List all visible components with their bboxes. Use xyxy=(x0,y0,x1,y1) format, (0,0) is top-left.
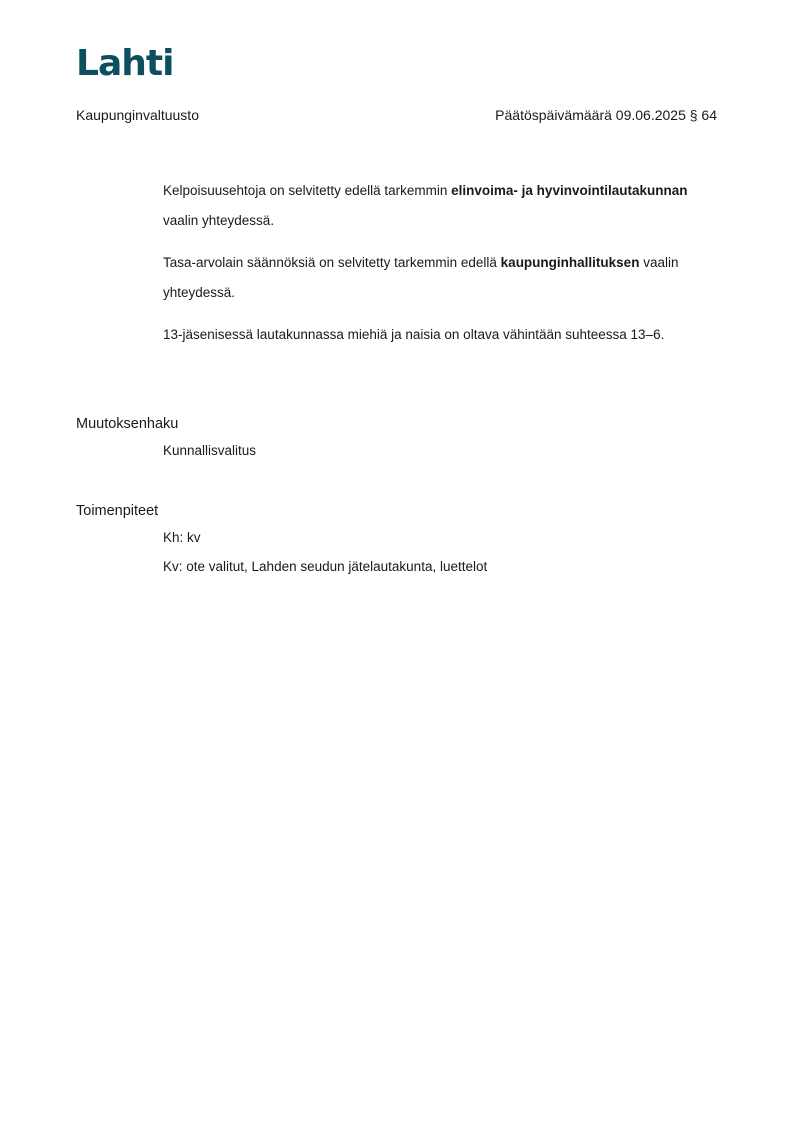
actions-heading: Toimenpiteet xyxy=(76,503,159,519)
action-line: Kh: kv xyxy=(163,530,201,545)
lahti-logo: Lahti xyxy=(76,43,174,84)
paragraph-text: Tasa-arvolain säännöksiä on selvitetty tarkemmin edellä xyxy=(163,255,501,270)
paragraph-eligibility xyxy=(163,176,723,236)
paragraph-bold-text: kaupunginhallituksen xyxy=(500,255,640,270)
paragraph-equality-law xyxy=(163,248,723,308)
paragraph-text: Kelpoisuusehtoja on selvitetty edellä tarkemmin xyxy=(163,183,452,198)
appeal-type: Kunnallisvalitus xyxy=(163,443,257,458)
paragraph-text: vaalin yhteydessä. xyxy=(163,255,679,300)
appeal-heading: Muutoksenhaku xyxy=(76,416,179,432)
action-line: Kv: ote valitut, Lahden seudun jätelautakunta, luettelot xyxy=(163,559,488,574)
decision-date-section: Päätöspäivämäärä 09.06.2025 § 64 xyxy=(495,107,717,123)
paragraph-gender-ratio xyxy=(163,320,723,350)
paragraph-text: vaalin yhteydessä. xyxy=(163,213,275,228)
paragraph-bold-text: elinvoima- ja hyvinvointilautakunnan xyxy=(451,183,688,198)
paragraph-text: 13-jäsenisessä lautakunnassa miehiä ja naisia on oltava vähintään suhteessa 13–6. xyxy=(163,327,665,342)
organ-name: Kaupunginvaltuusto xyxy=(76,107,199,123)
